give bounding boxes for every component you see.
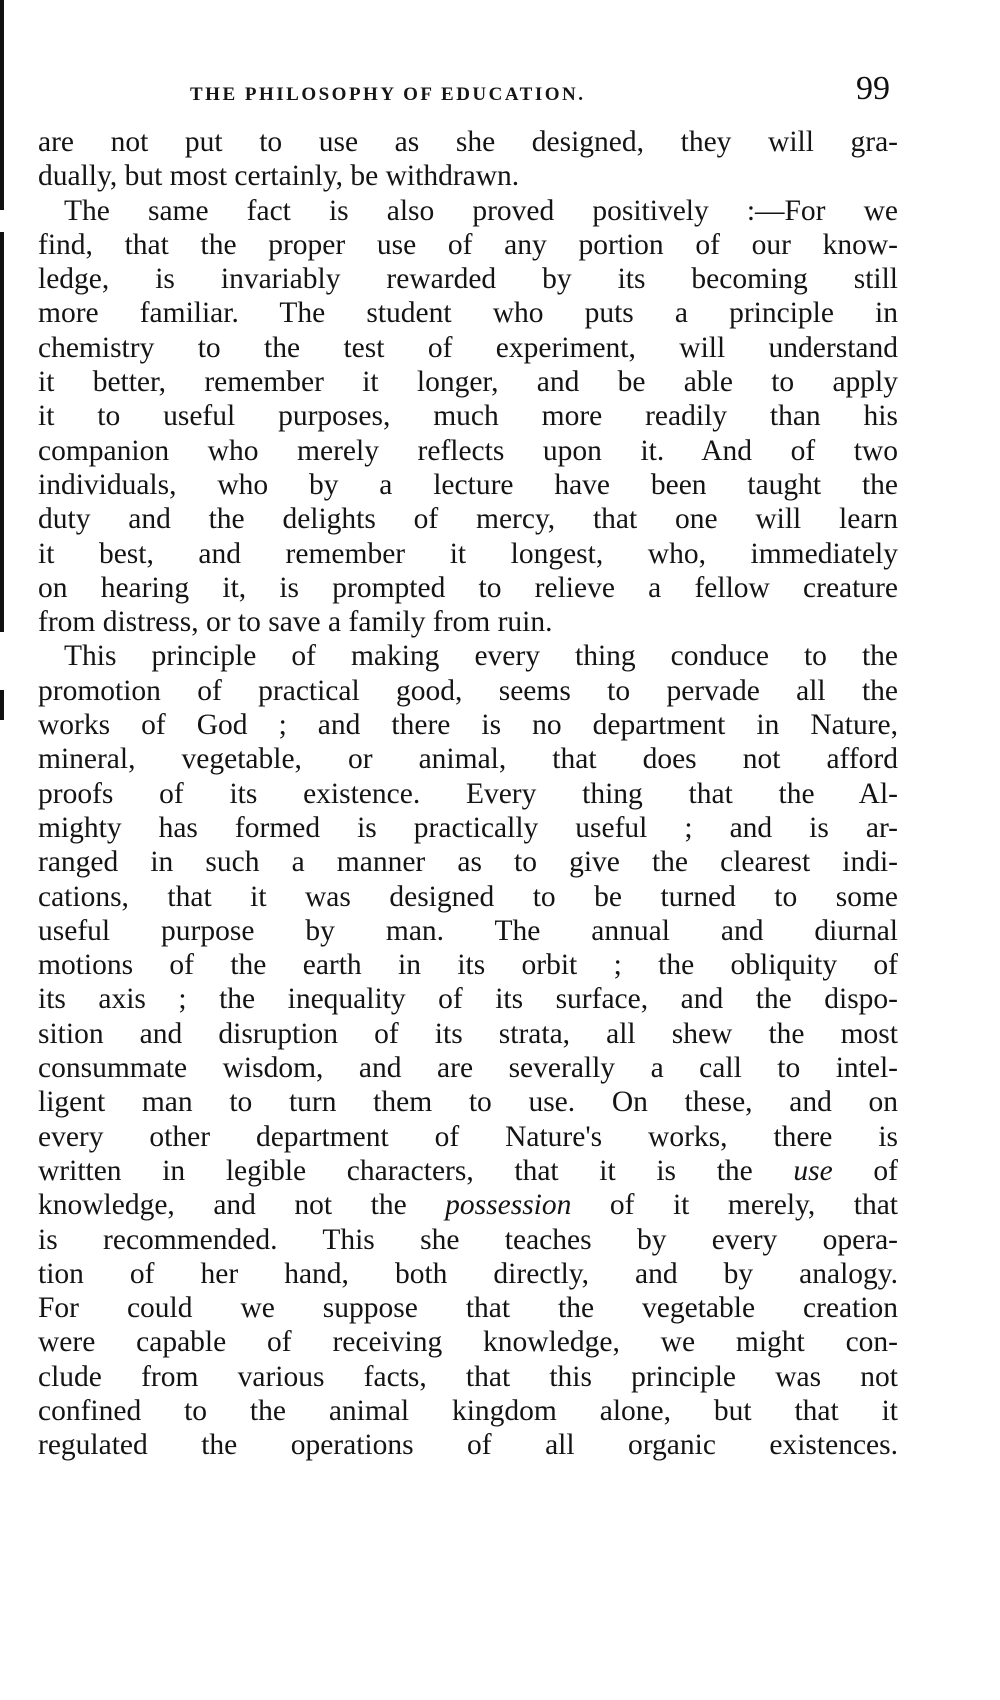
text-line: cations, that it was designed to be turned to some <box>38 880 898 913</box>
text-line: its axis ; the inequality of its surface, and the dispo- <box>38 983 898 1016</box>
text-line <box>38 1154 898 1188</box>
text-line: works of God ; and there is no department in Nature, <box>38 709 898 742</box>
text-line: more familiar. The student who puts a principle in <box>38 297 898 330</box>
text-line: are not put to use as she designed, they will gra- <box>38 126 898 158</box>
text-line: were capable of receiving knowledge, we might con- <box>38 1326 898 1359</box>
text-line: ranged in such a manner as to give the clearest indi- <box>38 846 898 879</box>
text-segment: written in legible characters, that it is the <box>38 1154 794 1187</box>
text-line: motions of the earth in its orbit ; the obliquity of <box>38 949 898 982</box>
text-line: companion who merely reflects upon it. And of two <box>38 434 898 467</box>
text-line: confined to the animal kingdom alone, but that it <box>38 1394 898 1427</box>
italic-word: use <box>793 1154 833 1187</box>
text-line: is recommended. This she teaches by every opera- <box>38 1223 898 1256</box>
text-line: tion of her hand, both directly, and by analogy. <box>38 1257 898 1290</box>
text-line: clude from various facts, that this principle was not <box>38 1360 898 1393</box>
body-text <box>38 125 898 1463</box>
text-line: For could we suppose that the vegetable creation <box>38 1292 898 1325</box>
text-line: useful purpose by man. The annual and diurnal <box>38 914 898 947</box>
text-line: promotion of practical good, seems to pervade all the <box>38 674 898 707</box>
text-line: consummate wisdom, and are severally a call to intel- <box>38 1052 898 1085</box>
text-line: ligent man to turn them to use. On these, and on <box>38 1086 898 1119</box>
text-line: mighty has formed is practically useful ; and is ar- <box>38 811 898 844</box>
paragraph-first-line: The same fact is also proved positively :—For we <box>64 194 898 227</box>
paragraph-first-line: This principle of making every thing conduce to the <box>64 640 898 673</box>
text-line: ledge, is invariably rewarded by its becoming still <box>38 263 898 296</box>
text-line: on hearing it, is prompted to relieve a fellow creature <box>38 571 898 604</box>
text-line: every other department of Nature's works, there is <box>38 1120 898 1153</box>
text-segment: of <box>832 1154 898 1187</box>
text-line: proofs of its existence. Every thing that the Al- <box>38 777 898 810</box>
text-line <box>38 1188 898 1222</box>
text-line: duty and the delights of mercy, that one will learn <box>38 503 898 536</box>
page-header <box>40 70 900 120</box>
text-line: from distress, or to save a family from ruin. <box>38 606 553 639</box>
scan-edge-mark <box>0 0 4 210</box>
italic-word: possession <box>445 1189 572 1222</box>
text-line: individuals, who by a lecture have been taught the <box>38 468 898 501</box>
text-line: dually, but most certainly, be withdrawn. <box>38 160 520 193</box>
text-line: it best, and remember it longest, who, immediately <box>38 537 898 570</box>
scan-edge-mark <box>0 232 4 632</box>
running-head: THE PHILOSOPHY OF EDUCATION. <box>190 84 586 105</box>
text-line: it better, remember it longer, and be able to apply <box>38 366 898 399</box>
text-line: chemistry to the test of experiment, will understand <box>38 331 898 364</box>
text-segment: of it merely, that <box>571 1189 898 1222</box>
text-line: mineral, vegetable, or animal, that does not afford <box>38 743 898 776</box>
text-line: it to useful purposes, much more readily than his <box>38 400 898 433</box>
page-number: 99 <box>856 70 890 107</box>
text-line: find, that the proper use of any portion of our know- <box>38 228 898 261</box>
scan-edge-mark <box>0 690 4 720</box>
text-segment: knowledge, and not the <box>38 1189 446 1222</box>
text-line: sition and disruption of its strata, all shew the most <box>38 1017 898 1050</box>
text-line: regulated the operations of all organic existences. <box>38 1429 898 1462</box>
